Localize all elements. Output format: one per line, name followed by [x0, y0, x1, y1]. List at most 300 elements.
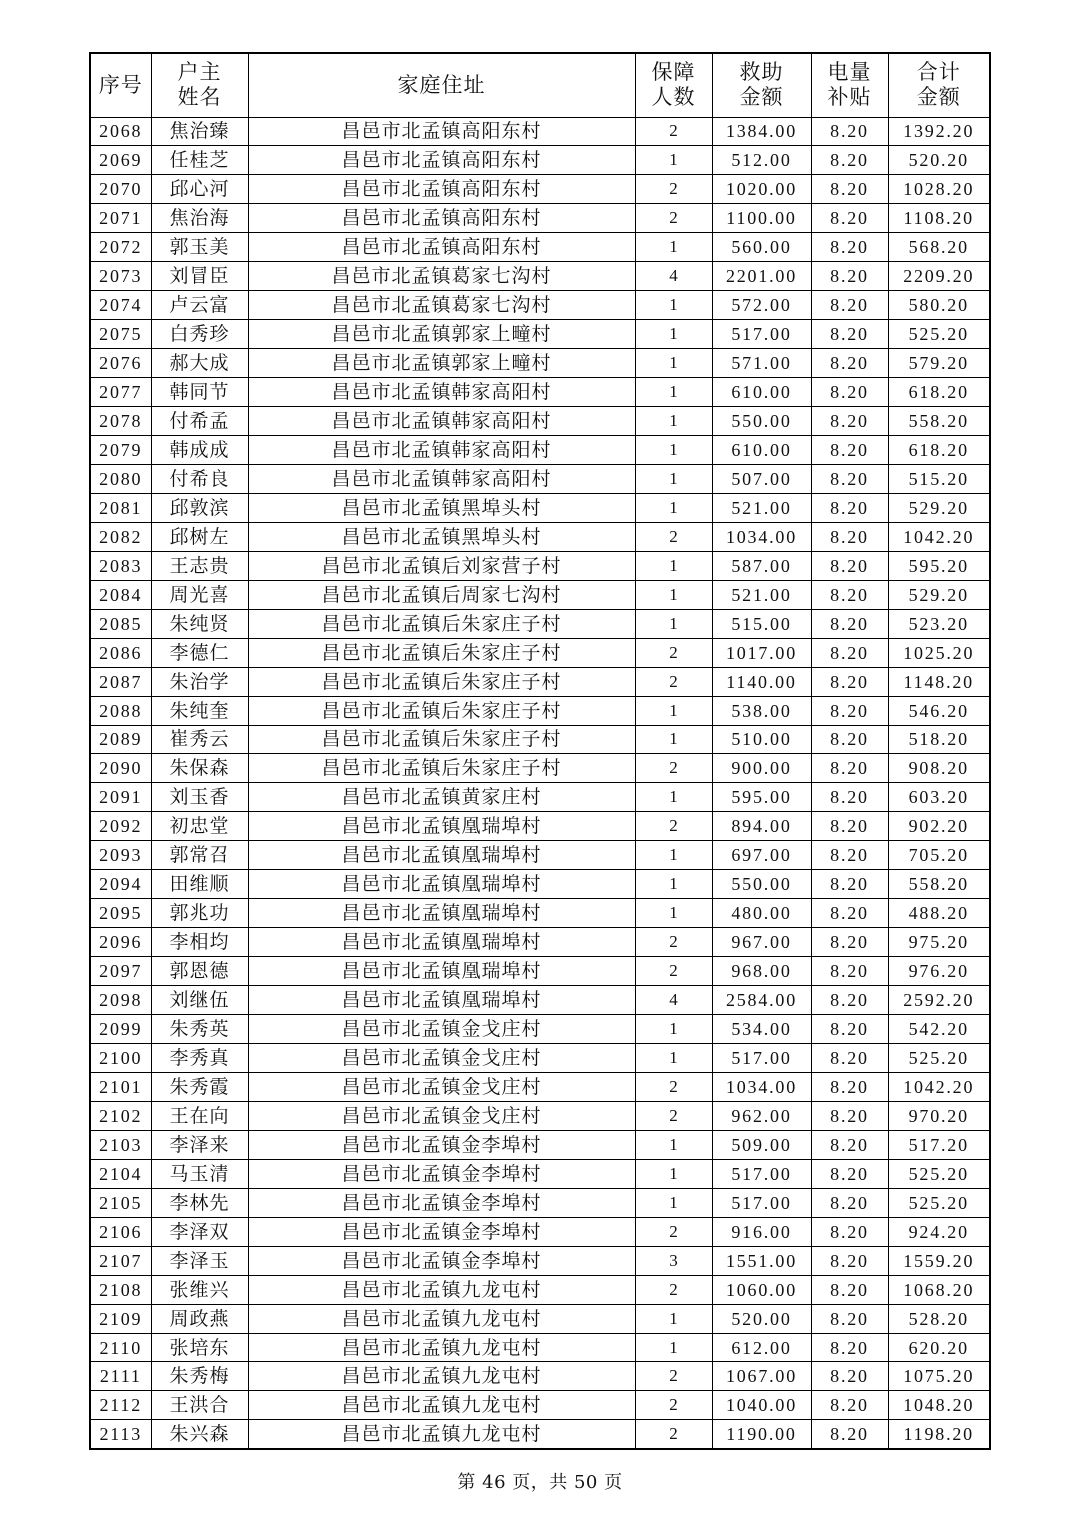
- cell-relief-amount: 517.00: [712, 1159, 811, 1188]
- cell-seq: 2099: [90, 1015, 151, 1044]
- column-header-electricity-subsidy: 电量 补贴: [811, 53, 888, 117]
- relief-list-table: [89, 52, 991, 1450]
- cell-people-count: 2: [635, 928, 712, 957]
- cell-total-amount: 705.20: [888, 841, 990, 870]
- cell-electricity-subsidy: 8.20: [811, 175, 888, 204]
- table-row: [90, 725, 990, 754]
- cell-total-amount: 620.20: [888, 1333, 990, 1362]
- cell-relief-amount: 1017.00: [712, 638, 811, 667]
- cell-total-amount: 520.20: [888, 146, 990, 175]
- cell-householder-name: 朱保森: [151, 754, 248, 783]
- cell-relief-amount: 595.00: [712, 783, 811, 812]
- cell-electricity-subsidy: 8.20: [811, 1275, 888, 1304]
- cell-seq: 2092: [90, 812, 151, 841]
- table-row: [90, 522, 990, 551]
- cell-electricity-subsidy: 8.20: [811, 899, 888, 928]
- cell-seq: 2101: [90, 1072, 151, 1101]
- cell-seq: 2106: [90, 1217, 151, 1246]
- cell-seq: 2078: [90, 407, 151, 436]
- cell-people-count: 2: [635, 1101, 712, 1130]
- cell-seq: 2097: [90, 957, 151, 986]
- cell-electricity-subsidy: 8.20: [811, 378, 888, 407]
- cell-address: 昌邑市北孟镇后朱家庄子村: [248, 754, 635, 783]
- cell-people-count: 1: [635, 1188, 712, 1217]
- cell-householder-name: 张维兴: [151, 1275, 248, 1304]
- cell-seq: 2082: [90, 522, 151, 551]
- cell-address: 昌邑市北孟镇金戈庄村: [248, 1101, 635, 1130]
- cell-total-amount: 523.20: [888, 609, 990, 638]
- table-row: [90, 580, 990, 609]
- table-row: [90, 754, 990, 783]
- column-header-total-amount: 合计 金额: [888, 53, 990, 117]
- cell-seq: 2077: [90, 378, 151, 407]
- cell-people-count: 1: [635, 407, 712, 436]
- table-row: [90, 435, 990, 464]
- cell-relief-amount: 967.00: [712, 928, 811, 957]
- cell-total-amount: 1042.20: [888, 522, 990, 551]
- table-body: [90, 117, 990, 1449]
- cell-address: 昌邑市北孟镇后朱家庄子村: [248, 725, 635, 754]
- table-row: [90, 783, 990, 812]
- cell-address: 昌邑市北孟镇黑埠头村: [248, 522, 635, 551]
- cell-electricity-subsidy: 8.20: [811, 522, 888, 551]
- cell-seq: 2096: [90, 928, 151, 957]
- cell-relief-amount: 480.00: [712, 899, 811, 928]
- cell-electricity-subsidy: 8.20: [811, 146, 888, 175]
- table-row: [90, 1217, 990, 1246]
- cell-people-count: 1: [635, 146, 712, 175]
- cell-householder-name: 郭常召: [151, 841, 248, 870]
- cell-seq: 2104: [90, 1159, 151, 1188]
- cell-total-amount: 528.20: [888, 1304, 990, 1333]
- cell-seq: 2079: [90, 435, 151, 464]
- cell-total-amount: 515.20: [888, 464, 990, 493]
- cell-seq: 2068: [90, 117, 151, 146]
- cell-people-count: 1: [635, 493, 712, 522]
- column-header-address: 家庭住址: [248, 53, 635, 117]
- cell-address: 昌邑市北孟镇九龙屯村: [248, 1362, 635, 1391]
- cell-householder-name: 李德仁: [151, 638, 248, 667]
- cell-total-amount: 618.20: [888, 378, 990, 407]
- cell-householder-name: 付希孟: [151, 407, 248, 436]
- cell-people-count: 1: [635, 233, 712, 262]
- cell-seq: 2093: [90, 841, 151, 870]
- table-row: [90, 1101, 990, 1130]
- cell-relief-amount: 1190.00: [712, 1420, 811, 1449]
- cell-total-amount: 517.20: [888, 1130, 990, 1159]
- cell-householder-name: 王志贵: [151, 551, 248, 580]
- cell-householder-name: 王洪合: [151, 1391, 248, 1420]
- cell-address: 昌邑市北孟镇凰瑞埠村: [248, 986, 635, 1015]
- cell-electricity-subsidy: 8.20: [811, 841, 888, 870]
- cell-seq: 2113: [90, 1420, 151, 1449]
- cell-householder-name: 初忠堂: [151, 812, 248, 841]
- cell-seq: 2076: [90, 349, 151, 378]
- cell-seq: 2112: [90, 1391, 151, 1420]
- cell-seq: 2083: [90, 551, 151, 580]
- cell-householder-name: 朱秀英: [151, 1015, 248, 1044]
- cell-address: 昌邑市北孟镇金李埠村: [248, 1130, 635, 1159]
- cell-householder-name: 郭玉美: [151, 233, 248, 262]
- cell-seq: 2089: [90, 725, 151, 754]
- cell-people-count: 2: [635, 667, 712, 696]
- cell-people-count: 1: [635, 320, 712, 349]
- cell-total-amount: 2209.20: [888, 262, 990, 291]
- cell-seq: 2103: [90, 1130, 151, 1159]
- cell-address: 昌邑市北孟镇葛家七沟村: [248, 262, 635, 291]
- cell-householder-name: 李泽玉: [151, 1246, 248, 1275]
- column-header-relief-amount: 救助 金额: [712, 53, 811, 117]
- cell-relief-amount: 517.00: [712, 320, 811, 349]
- cell-householder-name: 朱纯贤: [151, 609, 248, 638]
- cell-householder-name: 卢云富: [151, 291, 248, 320]
- cell-relief-amount: 521.00: [712, 580, 811, 609]
- cell-relief-amount: 916.00: [712, 1217, 811, 1246]
- cell-electricity-subsidy: 8.20: [811, 609, 888, 638]
- cell-electricity-subsidy: 8.20: [811, 1130, 888, 1159]
- cell-seq: 2087: [90, 667, 151, 696]
- table-row: [90, 262, 990, 291]
- cell-householder-name: 周政燕: [151, 1304, 248, 1333]
- cell-relief-amount: 2201.00: [712, 262, 811, 291]
- cell-people-count: 1: [635, 464, 712, 493]
- cell-relief-amount: 1140.00: [712, 667, 811, 696]
- cell-relief-amount: 1034.00: [712, 1072, 811, 1101]
- table-row: [90, 696, 990, 725]
- cell-seq: 2108: [90, 1275, 151, 1304]
- table-row: [90, 1044, 990, 1073]
- cell-relief-amount: 610.00: [712, 378, 811, 407]
- cell-total-amount: 580.20: [888, 291, 990, 320]
- table-row: [90, 957, 990, 986]
- cell-address: 昌邑市北孟镇黑埠头村: [248, 493, 635, 522]
- table-row: [90, 378, 990, 407]
- cell-people-count: 2: [635, 957, 712, 986]
- cell-relief-amount: 509.00: [712, 1130, 811, 1159]
- cell-electricity-subsidy: 8.20: [811, 957, 888, 986]
- cell-total-amount: 1025.20: [888, 638, 990, 667]
- cell-householder-name: 郭兆功: [151, 899, 248, 928]
- table-row: [90, 841, 990, 870]
- cell-householder-name: 王在向: [151, 1101, 248, 1130]
- cell-people-count: 1: [635, 580, 712, 609]
- cell-householder-name: 田维顺: [151, 870, 248, 899]
- cell-householder-name: 李泽来: [151, 1130, 248, 1159]
- cell-people-count: 1: [635, 551, 712, 580]
- cell-total-amount: 546.20: [888, 696, 990, 725]
- cell-seq: 2109: [90, 1304, 151, 1333]
- cell-electricity-subsidy: 8.20: [811, 204, 888, 233]
- cell-electricity-subsidy: 8.20: [811, 1362, 888, 1391]
- cell-relief-amount: 521.00: [712, 493, 811, 522]
- column-header-people-count: 保障 人数: [635, 53, 712, 117]
- cell-householder-name: 韩同节: [151, 378, 248, 407]
- cell-people-count: 1: [635, 725, 712, 754]
- table-row: [90, 1072, 990, 1101]
- cell-electricity-subsidy: 8.20: [811, 754, 888, 783]
- cell-seq: 2107: [90, 1246, 151, 1275]
- cell-householder-name: 付希良: [151, 464, 248, 493]
- cell-total-amount: 1148.20: [888, 667, 990, 696]
- cell-electricity-subsidy: 8.20: [811, 551, 888, 580]
- table-row: [90, 349, 990, 378]
- cell-householder-name: 白秀珍: [151, 320, 248, 349]
- cell-people-count: 2: [635, 1072, 712, 1101]
- cell-electricity-subsidy: 8.20: [811, 1217, 888, 1246]
- cell-people-count: 2: [635, 175, 712, 204]
- table-row: [90, 291, 990, 320]
- cell-address: 昌邑市北孟镇九龙屯村: [248, 1391, 635, 1420]
- cell-householder-name: 李泽双: [151, 1217, 248, 1246]
- cell-relief-amount: 510.00: [712, 725, 811, 754]
- cell-relief-amount: 900.00: [712, 754, 811, 783]
- cell-relief-amount: 507.00: [712, 464, 811, 493]
- cell-people-count: 2: [635, 117, 712, 146]
- cell-people-count: 2: [635, 204, 712, 233]
- cell-total-amount: 1075.20: [888, 1362, 990, 1391]
- cell-electricity-subsidy: 8.20: [811, 1391, 888, 1420]
- cell-address: 昌邑市北孟镇九龙屯村: [248, 1304, 635, 1333]
- cell-people-count: 1: [635, 783, 712, 812]
- cell-total-amount: 2592.20: [888, 986, 990, 1015]
- table-row: [90, 407, 990, 436]
- cell-address: 昌邑市北孟镇后周家七沟村: [248, 580, 635, 609]
- cell-relief-amount: 1040.00: [712, 1391, 811, 1420]
- cell-electricity-subsidy: 8.20: [811, 291, 888, 320]
- table-row: [90, 320, 990, 349]
- table-row: [90, 609, 990, 638]
- cell-seq: 2110: [90, 1333, 151, 1362]
- cell-seq: 2100: [90, 1044, 151, 1073]
- cell-address: 昌邑市北孟镇金戈庄村: [248, 1015, 635, 1044]
- cell-relief-amount: 587.00: [712, 551, 811, 580]
- cell-address: 昌邑市北孟镇郭家上疃村: [248, 349, 635, 378]
- cell-householder-name: 朱秀梅: [151, 1362, 248, 1391]
- cell-total-amount: 1042.20: [888, 1072, 990, 1101]
- table-row: [90, 1362, 990, 1391]
- cell-householder-name: 刘继伍: [151, 986, 248, 1015]
- cell-total-amount: 488.20: [888, 899, 990, 928]
- cell-electricity-subsidy: 8.20: [811, 1159, 888, 1188]
- cell-electricity-subsidy: 8.20: [811, 783, 888, 812]
- cell-total-amount: 529.20: [888, 493, 990, 522]
- cell-total-amount: 1048.20: [888, 1391, 990, 1420]
- cell-people-count: 1: [635, 1304, 712, 1333]
- cell-householder-name: 李林先: [151, 1188, 248, 1217]
- table-row: [90, 1015, 990, 1044]
- table-row: [90, 899, 990, 928]
- cell-householder-name: 任桂芝: [151, 146, 248, 175]
- column-header-householder-name: 户主 姓名: [151, 53, 248, 117]
- cell-seq: 2072: [90, 233, 151, 262]
- cell-electricity-subsidy: 8.20: [811, 1420, 888, 1449]
- cell-householder-name: 郝大成: [151, 349, 248, 378]
- cell-address: 昌邑市北孟镇九龙屯村: [248, 1275, 635, 1304]
- cell-householder-name: 朱兴森: [151, 1420, 248, 1449]
- cell-address: 昌邑市北孟镇后刘家营子村: [248, 551, 635, 580]
- cell-address: 昌邑市北孟镇金李埠村: [248, 1188, 635, 1217]
- cell-people-count: 4: [635, 986, 712, 1015]
- cell-people-count: 3: [635, 1246, 712, 1275]
- cell-relief-amount: 571.00: [712, 349, 811, 378]
- table-header: [90, 53, 990, 117]
- table-row: [90, 551, 990, 580]
- cell-electricity-subsidy: 8.20: [811, 580, 888, 609]
- cell-people-count: 2: [635, 522, 712, 551]
- table-row: [90, 493, 990, 522]
- cell-householder-name: 刘冒臣: [151, 262, 248, 291]
- cell-relief-amount: 2584.00: [712, 986, 811, 1015]
- cell-relief-amount: 612.00: [712, 1333, 811, 1362]
- cell-people-count: 2: [635, 1217, 712, 1246]
- cell-householder-name: 崔秀云: [151, 725, 248, 754]
- cell-electricity-subsidy: 8.20: [811, 407, 888, 436]
- cell-total-amount: 1559.20: [888, 1246, 990, 1275]
- cell-people-count: 1: [635, 696, 712, 725]
- table-row: [90, 667, 990, 696]
- cell-people-count: 1: [635, 1015, 712, 1044]
- table-row: [90, 986, 990, 1015]
- cell-seq: 2070: [90, 175, 151, 204]
- cell-electricity-subsidy: 8.20: [811, 667, 888, 696]
- cell-electricity-subsidy: 8.20: [811, 1246, 888, 1275]
- cell-electricity-subsidy: 8.20: [811, 349, 888, 378]
- cell-householder-name: 刘玉香: [151, 783, 248, 812]
- cell-electricity-subsidy: 8.20: [811, 1101, 888, 1130]
- cell-electricity-subsidy: 8.20: [811, 1072, 888, 1101]
- cell-seq: 2091: [90, 783, 151, 812]
- cell-seq: 2102: [90, 1101, 151, 1130]
- cell-electricity-subsidy: 8.20: [811, 812, 888, 841]
- cell-electricity-subsidy: 8.20: [811, 435, 888, 464]
- cell-electricity-subsidy: 8.20: [811, 464, 888, 493]
- cell-seq: 2071: [90, 204, 151, 233]
- cell-seq: 2094: [90, 870, 151, 899]
- cell-total-amount: 924.20: [888, 1217, 990, 1246]
- table-row: [90, 1159, 990, 1188]
- cell-people-count: 2: [635, 754, 712, 783]
- table-row: [90, 638, 990, 667]
- cell-householder-name: 周光喜: [151, 580, 248, 609]
- cell-electricity-subsidy: 8.20: [811, 638, 888, 667]
- cell-relief-amount: 520.00: [712, 1304, 811, 1333]
- table-row: [90, 1130, 990, 1159]
- cell-people-count: 2: [635, 1420, 712, 1449]
- cell-relief-amount: 550.00: [712, 407, 811, 436]
- cell-relief-amount: 1034.00: [712, 522, 811, 551]
- cell-total-amount: 1068.20: [888, 1275, 990, 1304]
- table-row: [90, 464, 990, 493]
- cell-address: 昌邑市北孟镇高阳东村: [248, 233, 635, 262]
- cell-people-count: 1: [635, 378, 712, 407]
- cell-electricity-subsidy: 8.20: [811, 1333, 888, 1362]
- cell-electricity-subsidy: 8.20: [811, 262, 888, 291]
- cell-householder-name: 郭恩德: [151, 957, 248, 986]
- cell-total-amount: 975.20: [888, 928, 990, 957]
- cell-address: 昌邑市北孟镇黄家庄村: [248, 783, 635, 812]
- cell-people-count: 1: [635, 1044, 712, 1073]
- cell-address: 昌邑市北孟镇韩家高阳村: [248, 435, 635, 464]
- cell-people-count: 1: [635, 1159, 712, 1188]
- cell-householder-name: 朱纯奎: [151, 696, 248, 725]
- cell-seq: 2105: [90, 1188, 151, 1217]
- cell-address: 昌邑市北孟镇凰瑞埠村: [248, 812, 635, 841]
- cell-relief-amount: 517.00: [712, 1044, 811, 1073]
- cell-address: 昌邑市北孟镇韩家高阳村: [248, 464, 635, 493]
- cell-total-amount: 518.20: [888, 725, 990, 754]
- cell-seq: 2088: [90, 696, 151, 725]
- table-row: [90, 1391, 990, 1420]
- cell-total-amount: 568.20: [888, 233, 990, 262]
- cell-electricity-subsidy: 8.20: [811, 1015, 888, 1044]
- cell-address: 昌邑市北孟镇后朱家庄子村: [248, 667, 635, 696]
- cell-address: 昌邑市北孟镇高阳东村: [248, 117, 635, 146]
- cell-seq: 2090: [90, 754, 151, 783]
- cell-electricity-subsidy: 8.20: [811, 493, 888, 522]
- cell-address: 昌邑市北孟镇金李埠村: [248, 1217, 635, 1246]
- cell-address: 昌邑市北孟镇高阳东村: [248, 204, 635, 233]
- table-row: [90, 1275, 990, 1304]
- cell-relief-amount: 894.00: [712, 812, 811, 841]
- cell-total-amount: 1198.20: [888, 1420, 990, 1449]
- cell-seq: 2098: [90, 986, 151, 1015]
- cell-total-amount: 542.20: [888, 1015, 990, 1044]
- cell-people-count: 1: [635, 609, 712, 638]
- table-row: [90, 175, 990, 204]
- cell-householder-name: 焦治臻: [151, 117, 248, 146]
- cell-electricity-subsidy: 8.20: [811, 696, 888, 725]
- cell-electricity-subsidy: 8.20: [811, 986, 888, 1015]
- table-row: [90, 870, 990, 899]
- cell-address: 昌邑市北孟镇凰瑞埠村: [248, 870, 635, 899]
- table-row: [90, 1246, 990, 1275]
- table-row: [90, 1420, 990, 1449]
- cell-seq: 2074: [90, 291, 151, 320]
- cell-people-count: 1: [635, 841, 712, 870]
- cell-address: 昌邑市北孟镇后朱家庄子村: [248, 696, 635, 725]
- cell-total-amount: 579.20: [888, 349, 990, 378]
- page-number-footer: 第 46 页，共 50 页: [457, 1472, 623, 1493]
- cell-relief-amount: 968.00: [712, 957, 811, 986]
- cell-address: 昌邑市北孟镇韩家高阳村: [248, 378, 635, 407]
- cell-seq: 2080: [90, 464, 151, 493]
- cell-total-amount: 525.20: [888, 1159, 990, 1188]
- cell-people-count: 2: [635, 638, 712, 667]
- cell-people-count: 1: [635, 435, 712, 464]
- cell-address: 昌邑市北孟镇金戈庄村: [248, 1072, 635, 1101]
- cell-total-amount: 525.20: [888, 1188, 990, 1217]
- cell-relief-amount: 1384.00: [712, 117, 811, 146]
- table-row: [90, 812, 990, 841]
- cell-householder-name: 朱治学: [151, 667, 248, 696]
- cell-relief-amount: 1067.00: [712, 1362, 811, 1391]
- cell-relief-amount: 550.00: [712, 870, 811, 899]
- cell-address: 昌邑市北孟镇九龙屯村: [248, 1333, 635, 1362]
- cell-householder-name: 李相均: [151, 928, 248, 957]
- cell-relief-amount: 534.00: [712, 1015, 811, 1044]
- cell-address: 昌邑市北孟镇高阳东村: [248, 175, 635, 204]
- cell-householder-name: 朱秀霞: [151, 1072, 248, 1101]
- cell-people-count: 1: [635, 1130, 712, 1159]
- cell-total-amount: 618.20: [888, 435, 990, 464]
- cell-householder-name: 焦治海: [151, 204, 248, 233]
- cell-people-count: 4: [635, 262, 712, 291]
- cell-address: 昌邑市北孟镇高阳东村: [248, 146, 635, 175]
- cell-electricity-subsidy: 8.20: [811, 1188, 888, 1217]
- table-row: [90, 204, 990, 233]
- cell-total-amount: 529.20: [888, 580, 990, 609]
- cell-relief-amount: 560.00: [712, 233, 811, 262]
